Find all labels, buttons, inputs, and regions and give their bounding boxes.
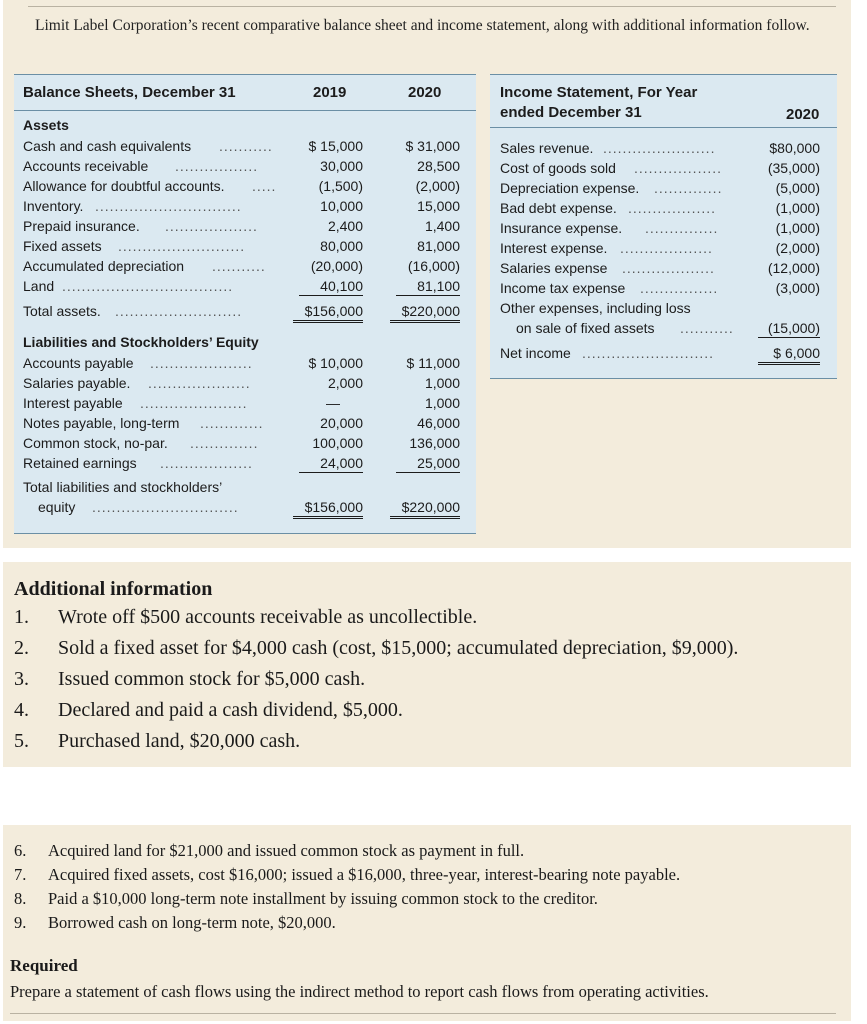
liability-label: Common stock, no-par.	[23, 435, 168, 451]
income-row-label: Bad debt expense.	[500, 200, 617, 216]
liability-2019: 2,000	[327, 375, 363, 391]
income-row-value: (35,000)	[767, 160, 820, 176]
dot-leader: .....	[252, 178, 277, 194]
income-row-label: Income tax expense	[500, 280, 626, 296]
income-row-label: Sales revenue.	[500, 140, 594, 156]
dot-leader: ................	[640, 280, 719, 296]
item-number: 5.	[14, 730, 29, 752]
liability-2019: 24,000	[299, 454, 363, 473]
list-item	[14, 604, 477, 630]
income-row-value: (3,000)	[775, 280, 820, 296]
asset-2019: (1,500)	[318, 178, 363, 194]
asset-2019: $ 15,000	[308, 138, 363, 154]
divider	[10, 1013, 836, 1014]
dot-leader: .......................	[603, 140, 716, 156]
dot-leader: ..............	[190, 435, 259, 451]
liability-label: Retained earnings	[23, 455, 137, 471]
asset-2019: 40,100	[299, 277, 363, 296]
total-liabilities-2019: $156,000	[293, 498, 363, 519]
dot-leader: ...................................	[62, 278, 234, 294]
additional-info-title: Additional information	[14, 578, 213, 600]
total-assets-2020: $220,000	[390, 302, 460, 323]
income-row-label: Interest expense.	[500, 240, 608, 256]
liability-2019: —	[326, 395, 340, 411]
asset-2019: 80,000	[320, 238, 363, 254]
item-number: 1.	[14, 606, 29, 628]
list-item	[14, 635, 738, 661]
income-row-label: Insurance expense.	[500, 220, 623, 236]
dot-leader: ...........................	[582, 345, 715, 361]
asset-2020: 1,400	[424, 218, 460, 234]
dot-leader: ..............................	[92, 499, 239, 515]
income-row-value: (2,000)	[775, 240, 820, 256]
liability-label: Salaries payable.	[23, 375, 131, 391]
income-row-label: Other expenses, including loss	[500, 300, 691, 316]
list-item	[14, 840, 524, 862]
item-text: Borrowed cash on long-term note, $20,000.	[48, 913, 336, 932]
dot-leader: ...................	[620, 240, 713, 256]
asset-label: Accumulated depreciation	[23, 258, 185, 274]
liabilities-heading: Liabilities and Stockholders’ Equity	[23, 334, 259, 350]
list-item	[14, 666, 365, 692]
asset-2019: 2,400	[327, 218, 363, 234]
asset-2020: 15,000	[417, 198, 460, 214]
total-liabilities-label-cont: equity	[38, 499, 76, 515]
liability-2020: $ 11,000	[406, 355, 460, 371]
income-statement-title-cont: ended December 31	[500, 104, 642, 121]
liability-2019: 20,000	[320, 415, 363, 431]
total-assets-label: Total assets.	[23, 303, 101, 319]
required-heading: Required	[10, 956, 78, 975]
income-row-value: (1,000)	[775, 220, 820, 236]
asset-2020: 28,500	[417, 158, 460, 174]
list-item	[14, 912, 336, 934]
item-number: 2.	[14, 637, 29, 659]
list-item	[14, 697, 403, 723]
asset-2020: $ 31,000	[405, 138, 460, 154]
item-text: Sold a fixed asset for $4,000 cash (cost, $15,000; accumulated depreciation, $9,000).	[58, 637, 739, 659]
dot-leader: ...........	[212, 258, 266, 274]
item-text: Acquired land for $21,000 and issued common stock as payment in full.	[48, 841, 525, 860]
dot-leader: ...........	[219, 138, 273, 154]
dot-leader: .....................	[148, 375, 251, 391]
liability-2020: 1,000	[424, 395, 460, 411]
item-text: Acquired fixed assets, cost $16,000; issued a $16,000, three-year, interest-bearing note payable.	[48, 865, 681, 884]
col-2020-header: 2020	[408, 84, 442, 101]
income-row-value: (1,000)	[775, 200, 820, 216]
asset-label: Inventory.	[23, 198, 84, 214]
liability-2020: 46,000	[417, 415, 460, 431]
total-liabilities-label: Total liabilities and stockholders’	[23, 479, 223, 495]
asset-label: Allowance for doubtful accounts.	[23, 178, 225, 194]
item-number: 8.	[14, 889, 27, 908]
asset-label: Land	[23, 278, 55, 294]
dot-leader: ..................	[628, 200, 717, 216]
dot-leader: .................	[175, 158, 259, 174]
income-row-value: (5,000)	[775, 180, 820, 196]
income-row-label: Cost of goods sold	[500, 160, 616, 176]
dot-leader: ..........................	[118, 238, 246, 254]
dot-leader: ..............	[654, 180, 723, 196]
liability-2019: $ 10,000	[308, 355, 363, 371]
net-income-value: $ 6,000	[758, 344, 820, 365]
asset-label: Fixed assets	[23, 238, 102, 254]
dot-leader: ..........................	[115, 303, 243, 319]
required-text: Prepare a statement of cash flows using the indirect method to report cash flows from operating activities.	[10, 982, 709, 1001]
liability-2020: 1,000	[424, 375, 460, 391]
item-text: Declared and paid a cash dividend, $5,000.	[58, 699, 403, 721]
dot-leader: ..................	[634, 160, 723, 176]
asset-label: Prepaid insurance.	[23, 218, 140, 234]
income-row-value: $80,000	[769, 140, 820, 156]
intro-text: Limit Label Corporation’s recent comparative balance sheet and income statement, along with additional information follow.	[35, 17, 810, 34]
col-2019-header: 2019	[313, 84, 347, 101]
col-2020-header: 2020	[786, 106, 820, 123]
dot-leader: .............	[200, 415, 264, 431]
net-income-label: Net income	[500, 345, 571, 361]
item-number: 9.	[14, 913, 27, 932]
dot-leader: ...................	[165, 218, 258, 234]
item-text: Wrote off $500 accounts receivable as uncollectible.	[58, 606, 478, 628]
other-expenses-value: (15,000)	[758, 319, 820, 338]
assets-heading: Assets	[23, 117, 69, 133]
income-row-label-cont: on sale of fixed assets	[516, 320, 655, 336]
income-row-label: Salaries expense	[500, 260, 608, 276]
item-number: 7.	[14, 865, 27, 884]
liability-2020: 25,000	[396, 454, 460, 473]
dot-leader: ...........	[680, 320, 734, 336]
liability-2020: 136,000	[409, 435, 460, 451]
income-row-label: Depreciation expense.	[500, 180, 640, 196]
item-number: 4.	[14, 699, 29, 721]
asset-2020: 81,000	[417, 238, 460, 254]
total-assets-2019: $156,000	[293, 302, 363, 323]
income-statement-title: Income Statement, For Year	[500, 84, 698, 101]
asset-label: Accounts receivable	[23, 158, 149, 174]
total-liabilities-2020: $220,000	[390, 498, 460, 519]
asset-2019: 30,000	[320, 158, 363, 174]
dot-leader: ...............	[645, 220, 719, 236]
list-item	[14, 728, 300, 754]
liability-label: Notes payable, long-term	[23, 415, 180, 431]
item-text: Paid a $10,000 long-term note installment by issuing common stock to the creditor.	[48, 889, 598, 908]
dot-leader: ..............................	[95, 198, 242, 214]
list-item	[14, 864, 680, 886]
liability-label: Accounts payable	[23, 355, 134, 371]
balance-sheet-title: Balance Sheets, December 31	[23, 84, 236, 101]
item-text: Issued common stock for $5,000 cash.	[58, 668, 366, 690]
asset-2019: 10,000	[320, 198, 363, 214]
dot-leader: ......................	[140, 395, 248, 411]
asset-2019: (20,000)	[310, 258, 363, 274]
asset-2020: (16,000)	[407, 258, 460, 274]
list-item	[14, 888, 598, 910]
liability-2019: 100,000	[312, 435, 363, 451]
liability-label: Interest payable	[23, 395, 123, 411]
asset-2020: (2,000)	[415, 178, 460, 194]
dot-leader: ...................	[160, 455, 253, 471]
divider	[28, 6, 836, 7]
item-number: 6.	[14, 841, 27, 860]
asset-label: Cash and cash equivalents	[23, 138, 192, 154]
income-row-value: (12,000)	[767, 260, 820, 276]
asset-2020: 81,100	[396, 277, 460, 296]
dot-leader: ...................	[622, 260, 715, 276]
item-number: 3.	[14, 668, 29, 690]
dot-leader: .....................	[150, 355, 253, 371]
item-text: Purchased land, $20,000 cash.	[58, 730, 301, 752]
